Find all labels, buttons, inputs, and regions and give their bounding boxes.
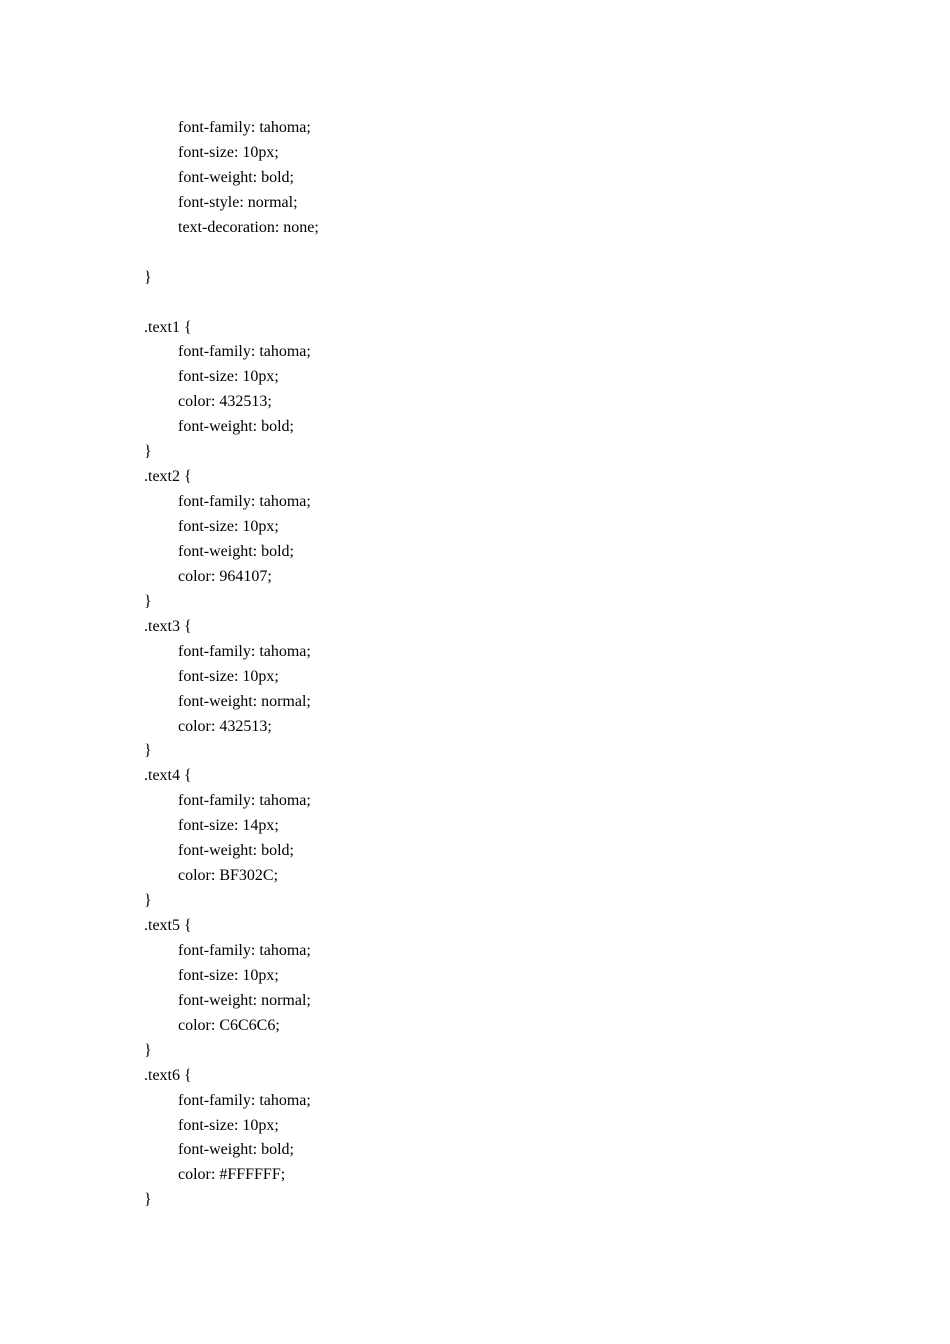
css-code-block	[144, 116, 844, 1213]
code-line: font-size: 14px;	[178, 817, 279, 835]
code-line: }	[144, 1041, 152, 1059]
code-line: font-weight: bold;	[178, 418, 294, 436]
code-line: font-weight: bold;	[178, 842, 294, 860]
code-line: color: #FFFFFF;	[178, 1166, 286, 1184]
code-line: }	[144, 1191, 152, 1209]
code-line: font-family: tahoma;	[178, 941, 311, 959]
code-line: font-style: normal;	[178, 193, 298, 211]
code-line: .text6 {	[144, 1066, 192, 1084]
code-line: color: 964107;	[178, 567, 272, 585]
code-line	[144, 241, 844, 266]
code-line: color: C6C6C6;	[178, 1016, 280, 1034]
code-line: .text1 {	[144, 318, 192, 336]
code-line: font-family: tahoma;	[178, 493, 311, 511]
code-line: font-family: tahoma;	[178, 792, 311, 810]
code-line: font-size: 10px;	[178, 368, 279, 386]
code-line: font-size: 10px;	[178, 966, 279, 984]
code-line: .text2 {	[144, 468, 192, 486]
code-line: color: 432513;	[178, 717, 272, 735]
code-line: font-weight: bold;	[178, 168, 294, 186]
code-line: }	[144, 592, 152, 610]
code-line: font-size: 10px;	[178, 518, 279, 535]
code-line: font-family: tahoma;	[178, 642, 311, 660]
code-line: font-weight: bold;	[178, 1141, 294, 1159]
code-line: }	[144, 268, 152, 286]
code-line: font-family: tahoma;	[178, 1091, 311, 1109]
code-line	[144, 291, 844, 316]
code-line: font-family: tahoma;	[178, 343, 311, 361]
code-line: }	[144, 742, 152, 760]
code-line: font-weight: bold;	[178, 542, 294, 560]
code-line: font-weight: normal;	[178, 991, 311, 1009]
code-line: }	[144, 892, 152, 910]
code-line: font-size: 10px;	[178, 1116, 279, 1134]
code-line: text-decoration: none;	[178, 218, 319, 236]
code-line: .text4 {	[144, 767, 192, 785]
code-line: font-family: tahoma;	[178, 119, 311, 136]
code-line: }	[144, 443, 152, 461]
code-line: .text3 {	[144, 617, 192, 635]
code-line: color: 432513;	[178, 393, 272, 411]
code-line: color: BF302C;	[178, 867, 279, 885]
code-line: font-weight: normal;	[178, 692, 311, 710]
code-line: font-size: 10px;	[178, 667, 279, 685]
code-line: font-size: 10px;	[178, 143, 279, 161]
code-line: .text5 {	[144, 917, 192, 934]
